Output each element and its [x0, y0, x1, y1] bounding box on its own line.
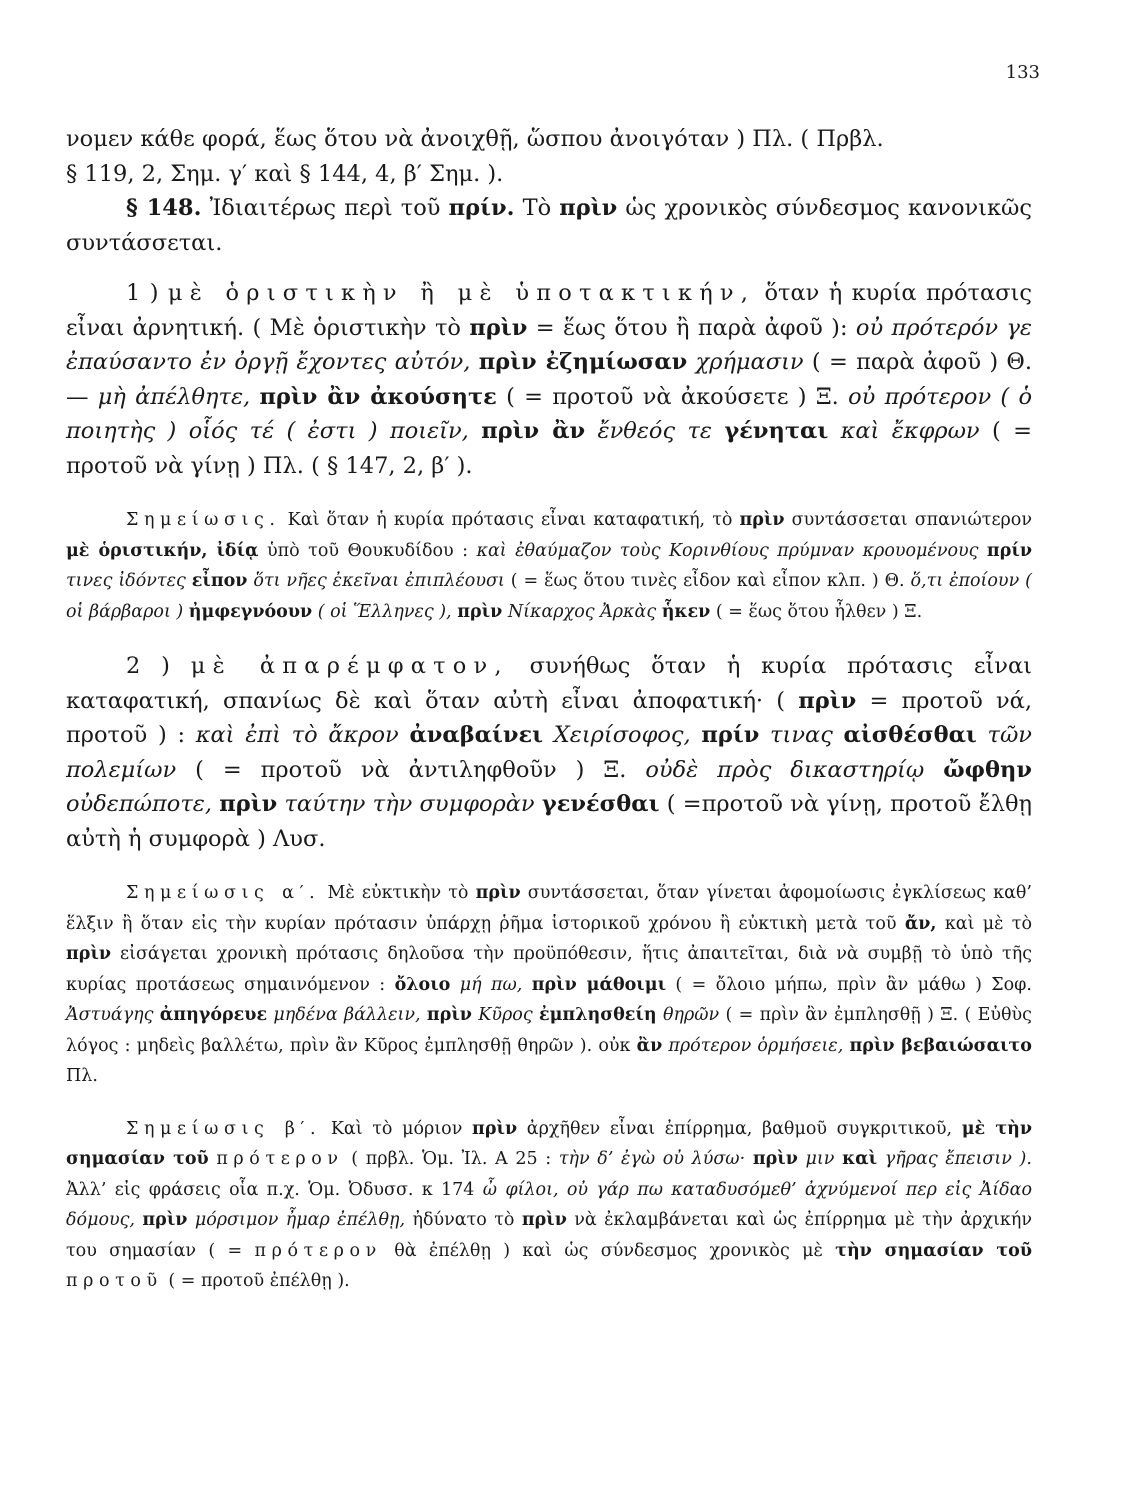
- rule-1-text: 1 ) μὲ ὁριστικὴν ἢ μὲ ὑποτακτικήν, ὅταν ἡ κυρία πρότασις εἶναι ἀρνητική. ( Μὲ ὁριστικὴν τὸ πρὶν = ἕως ὅτου ἢ παρὰ ἀφοῦ ): οὐ πρότερόν γε ἐπαύσαντο ἐν ὀργῇ ἔχοντες αὐτόν, πρὶν ἐζημίωσαν χρήμασιν ( = παρὰ ἀφοῦ ) Θ. — μὴ ἀπέλθητε, πρὶν ἂν ἀκούσητε ( = προτοῦ νὰ ἀκούσετε ) Ξ. οὐ πρότερον ( ὁ ποιητὴς ) οἷός τέ ( ἐστι ) ποιεῖν, πρὶν ἂν ἔνθεός τε γένηται καὶ ἔκφρων ( = προτοῦ νὰ γίνῃ ) Πλ. ( § 147, 2, β′ ).: [66, 280, 1033, 479]
- rule-1: [66, 276, 1032, 483]
- page-body: [66, 122, 1032, 1297]
- section-number: § 148.: [126, 195, 202, 221]
- note-2-text: Σημείωσις α′. Μὲ εὐκτικὴν τὸ πρὶν συντάσσεται, ὅταν γίνεται ἀφομοίωσις ἐγκλίσεως καθ’ ἕλξιν ἢ ὅταν εἰς τὴν κυρίαν πρότασιν ὑπάρχῃ ῥῆμα ἱστορικοῦ χρόνου ἢ εὐκτικὴ μετὰ τοῦ ἄν, καὶ μὲ τὸ πρὶν εἰσάγεται χρονικὴ πρότασις δηλοῦσα τὴν προϋπόθεσιν, ἥτις ἀπαιτεῖται, διὰ νὰ συμβῇ τὸ ὑπὸ τῆς κυρίας προτάσεως σημαινόμενον : ὄλοιο μή πω, πρὶν μάθοιμι ( = ὄλοιο μήπω, πρὶν ἂν μάθω ) Σοφ. Ἀστυάγης ἀπηγόρευε μηδένα βάλλειν, πρὶν Κῦρος ἐμπλησθείη θηρῶν ( = πρὶν ἂν ἐμπλησθῇ ) Ξ. ( Εὐθὺς λόγος : μηδεὶς βαλλέτω, πρὶν ἂν Κῦρος ἐμπλησθῇ θηρῶν ). οὐκ ἂν πρότερον ὁρμήσειε, πρὶν βεβαιώσαιτο Πλ.: [66, 883, 1032, 1086]
- note-1: [66, 505, 1032, 627]
- note-3: [66, 1114, 1032, 1297]
- note-1-text: Σημείωσις. Καὶ ὅταν ἡ κυρία πρότασις εἶναι καταφατική, τὸ πρὶν συντάσσεται σπανιώτερον μὲ ὁριστικήν, ἰδίᾳ ὑπὸ τοῦ Θουκυδίδου : καὶ ἐθαύμαζον τοὺς Κορινθίους πρύμναν κρουομένους πρίν τινες ἰδόντες εἶπον ὅτι νῆες ἐκεῖναι ἐπιπλέουσι ( = ἕως ὅτου τινὲς εἶδον καὶ εἶπον κλπ. ) Θ. ὅ,τι ἐποίουν ( οἱ βάρβαροι ) ἠμφεγνόουν ( οἱ Ἕλληνες ), πρὶν Νίκαρχος Ἀρκὰς ἧκεν ( = ἕως ὅτου ἦλθεν ) Ξ.: [66, 510, 1032, 622]
- note-2: [66, 878, 1032, 1092]
- section-heading-paragraph: § 148. Ἰδιαιτέρως περὶ τοῦ πρίν. Τὸ πρὶν ὡς χρονικὸς σύνδεσμος κανονικῶς συντάσσεται.: [66, 195, 1032, 256]
- section-148: [66, 191, 1032, 260]
- rule-2: [66, 649, 1032, 856]
- note-3-text: Σημείωσις β′. Καὶ τὸ μόριον πρὶν ἀρχῆθεν εἶναι ἐπίρρημα, βαθμοῦ συγκριτικοῦ, μὲ τὴν σημασίαν τοῦ πρότερον ( πρβλ. Ὁμ. Ἰλ. Α 25 : τὴν δ’ ἐγὼ οὐ λύσω· πρὶν μιν καὶ γῆρας ἔπεισιν ). Ἀλλ’ εἰς φράσεις οἷα π.χ. Ὁμ. Ὀδυσσ. κ 174 ὦ φίλοι, οὐ γάρ πω καταδυσόμεθ’ ἀχνύμενοί περ εἰς Ἀίδαο δόμους, πρὶν μόρσιμον ἦμαρ ἐπέλθῃ, ἠδύνατο τὸ πρὶν νὰ ἐκλαμβάνεται καὶ ὡς ἐπίρρημα μὲ τὴν ἀρχικήν του σημασίαν ( = πρότερον θὰ ἐπέλθῃ ) καὶ ὡς σύνδεσμος χρονικὸς μὲ τὴν σημασίαν τοῦ προτοῦ ( = προτοῦ ἐπέλθῃ ).: [66, 1118, 1032, 1291]
- continuation-text: νομεν κάθε φορά, ἕως ὅτου νὰ ἀνοιχθῇ, ὥσπου ἀνοιγόταν ) Πλ. ( Πρβλ. § 119, 2, Σημ. γ′ καὶ § 144, 4, β′ Σημ. ).: [66, 126, 884, 187]
- paragraph-continuation: [66, 122, 1032, 191]
- page-number: 133: [1005, 62, 1040, 83]
- rule-2-text: 2 ) μὲ ἀπαρέμφατον, συνήθως ὅταν ἡ κυρία πρότασις εἶναι καταφατική, σπανίως δὲ καὶ ὅταν αὐτὴ εἶναι ἀποφατική· ( πρὶν = προτοῦ νά, προτοῦ ) : καὶ ἐπὶ τὸ ἄκρον ἀναβαίνει Χειρίσοφος, πρίν τινας αἰσθέσθαι τῶν πολεμίων ( = προτοῦ νὰ ἀντιληφθοῦν ) Ξ. οὐδὲ πρὸς δικαστηρίῳ ὤφθην οὐδεπώποτε, πρὶν ταύτην τὴν συμφορὰν γενέσθαι ( =προτοῦ νὰ γίνῃ, προτοῦ ἔλθῃ αὐτὴ ἡ συμφορὰ ) Λυσ.: [66, 653, 1033, 852]
